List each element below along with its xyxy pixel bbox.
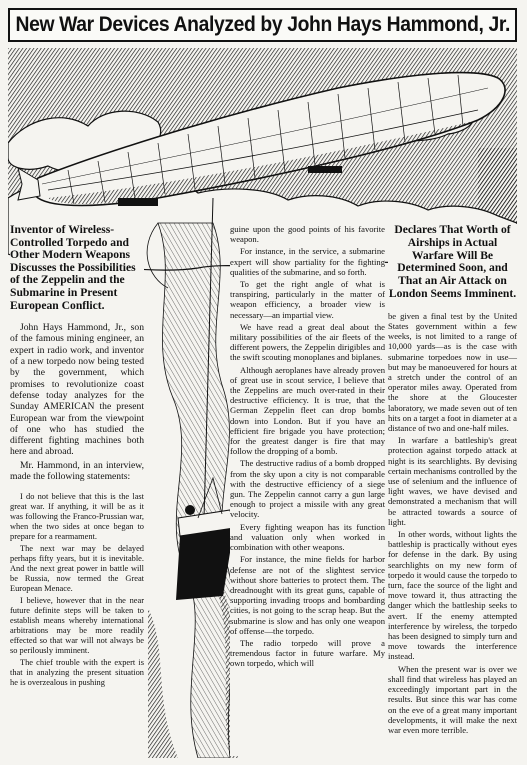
middle-paragraph: To get the right angle of what is transpiring, particularly in the matter of weapon efficiency, a broader view is necessary—an impartial view. xyxy=(230,279,385,320)
right-paragraph: When the present war is over we shall find that wireless has played an exceedingly important part in the results. But since this war has come on the eve of a great many important developments, it will make the next war even more terrible. xyxy=(388,663,517,735)
smoke-column xyxy=(158,223,234,758)
left-headline: Inventor of Wireless-Controlled Torpedo and Other Modern Weapons Discusses the Possibilities of the Zeppelin and the Submarine in Present European Conflict. xyxy=(10,223,136,312)
right-headline: Declares That Worth of Airships in Actual Warfare Will Be Determined Soon, and That an Air Attack on London Seems Imminent. xyxy=(388,223,517,300)
left-column xyxy=(10,224,144,756)
middle-paragraph: For instance, the mine fields for harbor defense are not of the slightest service without shore batteries to protect them. The dreadnought with its great guns, capable of supporting invading troops and bombarding cities, is not going to the scrap heap. But the submarine is slow and has only one weapon of offense—the torpedo. xyxy=(230,554,385,636)
left-paragraph: I do not believe that this is the last great war. If anything, it will be as it was following the Franco-Prussian war, when the two sides at once began to prepare for a rearmament. xyxy=(10,492,144,542)
middle-paragraph: The destructive radius of a bomb dropped from the sky upon a city is not comparable with the destructive efficiency of a siege gun. The Zeppelin cannot carry a gun large enough to project a missile with any great velocity. xyxy=(230,458,385,520)
headline-banner xyxy=(8,8,517,42)
middle-column xyxy=(230,224,385,756)
right-paragraph: In other words, without lights the battleship is practically without eyes for defense in the dark. By using searchlights on my new form of torpedo it would cause the torpedo to turn, face the source of the light and move toward it, thus attracting the danger which the battleship seeks to avert. If the enemy attempted interference by wireless, the torpedo has been designed to simply turn and move towards the interference instead. xyxy=(388,529,517,662)
intro-statement: Mr. Hammond, in an interview, made the following statements: xyxy=(10,459,144,483)
middle-paragraph: For instance, in the service, a submarine expert will show partiality for the fighting qualities of the submarine, and so forth. xyxy=(230,246,385,277)
middle-paragraph: Every fighting weapon has its function and valuation only when worked in combination with other weapons. xyxy=(230,521,385,553)
left-paragraph: The chief trouble with the expert is that in analyzing the present situation he is overzealous in pushing xyxy=(10,658,144,688)
page-title: New War Devices Analyzed by John Hays Hammond, Jr. xyxy=(15,13,510,36)
intro-paragraph: John Hays Hammond, Jr., son of the famous mining engineer, an expert in radio work, and inventor of a new torpedo now being tested by the government, which promises to revolutionize coast defense today analyzes for the Sunday AMERICAN the present European war from the viewpoint of one who has studied the different fighting machines both here and abroad. xyxy=(10,322,144,458)
right-paragraph: be given a final test by the United States government within a few weeks, is not limited to a range of 10,000 yards—as is the case with submarine torpedoes now in use—but may be manoeuvered for hours at a stretch under the control of an operator miles away. Operated from the shore at the Gloucester laboratory, we made seven out of ten hits on a target a foot in diameter at a distance of two and one-half miles. xyxy=(388,310,517,434)
right-column xyxy=(388,224,517,756)
middle-paragraph: guine upon the good points of his favorite weapon. xyxy=(230,224,385,245)
left-paragraph: I believe, however that in the near future definite steps will be taken to establish means whereby international arbitrations may be more readily effected so that war will not always be so perilously imminent. xyxy=(10,596,144,656)
middle-paragraph: The radio torpedo will prove a tremendous factor in future warfare. My own torpedo, which will xyxy=(230,637,385,669)
middle-paragraph: We have read a great deal about the military possibilities of the air fleets of the different powers, the Zeppelin dirigibles and the swift scouting monoplanes and biplanes. xyxy=(230,321,385,363)
right-paragraph: In warfare a battleship's great protection against torpedo attack at night is its searchlights. By devising certain mechanisms controlled by the use of selenium and the influence of light waves, we have devised and demonstrated a mechanism that will be attracted towards a source of light. xyxy=(388,435,517,527)
middle-paragraph: Although aeroplanes have already proven of great use in scout service, I believe that the Zeppelins are much over-rated in their destructive efficiency. It is true, that the German Zeppelin fleet can drop bombs down into London. But if you have an efficient fire brigade you have protection; for the greatest danger is fire that may follow the dropping of a bomb. xyxy=(230,364,385,457)
left-paragraph: The next war may be delayed perhaps fifty years, but it is inevitable. And the next great power in battle will be Russia, now termed the Great European Menace. xyxy=(10,544,144,594)
